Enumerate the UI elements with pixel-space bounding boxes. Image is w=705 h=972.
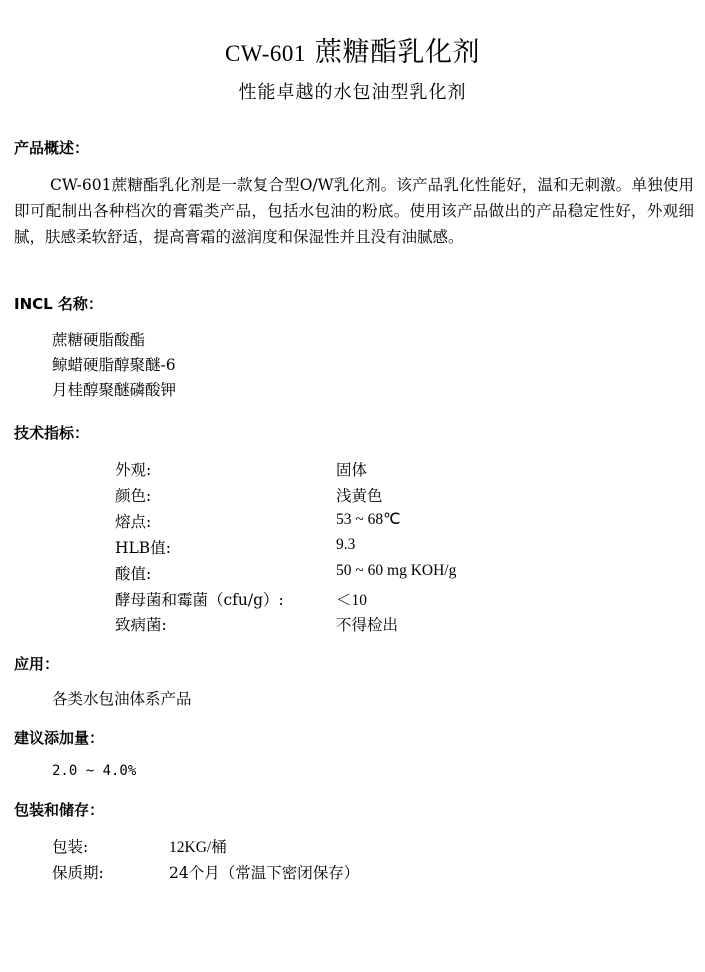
specs-heading: 技术指标： [14,424,90,442]
packaging-value: 12KG/桶 [169,839,227,856]
spec-key: 酵母菌和霉菌（cfu/g）: [115,591,284,609]
dosage-heading: 建议添加量： [14,729,105,747]
spec-value: 53 ~ 68℃ [336,511,401,528]
spec-key: 酸值: [115,565,152,583]
application-heading: 应用： [14,655,60,673]
packaging-heading: 包装和储存： [14,801,105,819]
spec-value: 固体 [336,462,368,479]
spec-key: 外观: [115,461,152,479]
page-title [0,30,705,69]
packaging-key: 保质期: [52,864,104,882]
product-code: CW-601 [224,41,306,66]
incl-item: 月桂醇聚醚磷酸钾 [52,381,177,399]
packaging-value: 24个月（常温下密闭保存） [169,864,360,882]
spec-value: 浅黄色 [336,488,383,505]
spec-key: HLB值: [115,539,171,557]
spec-value: 50 ~ 60 mg KOH/g [336,562,457,579]
dosage-text: 2.0 ~ 4.0% [52,763,137,779]
incl-heading: INCL 名称： [14,295,103,313]
spec-value: 9.3 [336,536,356,553]
spec-value: 不得检出 [336,617,399,634]
overview-heading: 产品概述： [14,139,90,157]
overview-text: CW-601蔗糖酯乳化剂是一款复合型O/W乳化剂。该产品乳化性能好，温和无刺激。单独使用即可配制出各种档次的膏霜类产品，包括水包油的粉底。使用该产品做出的产品稳定性好，外观细腻，肤感柔软舒适，提高膏霜的滋润度和保湿性并且没有油腻感。 [14,176,694,246]
spec-key: 颜色: [115,487,152,505]
spec-key: 熔点: [115,513,152,531]
incl-item: 鲸蜡硬脂醇聚醚-6 [52,356,176,374]
page-subtitle: 性能卓越的水包油型乳化剂 [238,82,467,103]
application-text: 各类水包油体系产品 [52,690,192,708]
packaging-key: 包装: [52,838,89,856]
incl-item: 蔗糖硬脂酸酯 [52,331,146,349]
product-name: 蔗糖酯乳化剂 [315,37,481,68]
spec-key: 致病菌: [115,616,167,634]
spec-value: ＜10 [336,592,368,609]
